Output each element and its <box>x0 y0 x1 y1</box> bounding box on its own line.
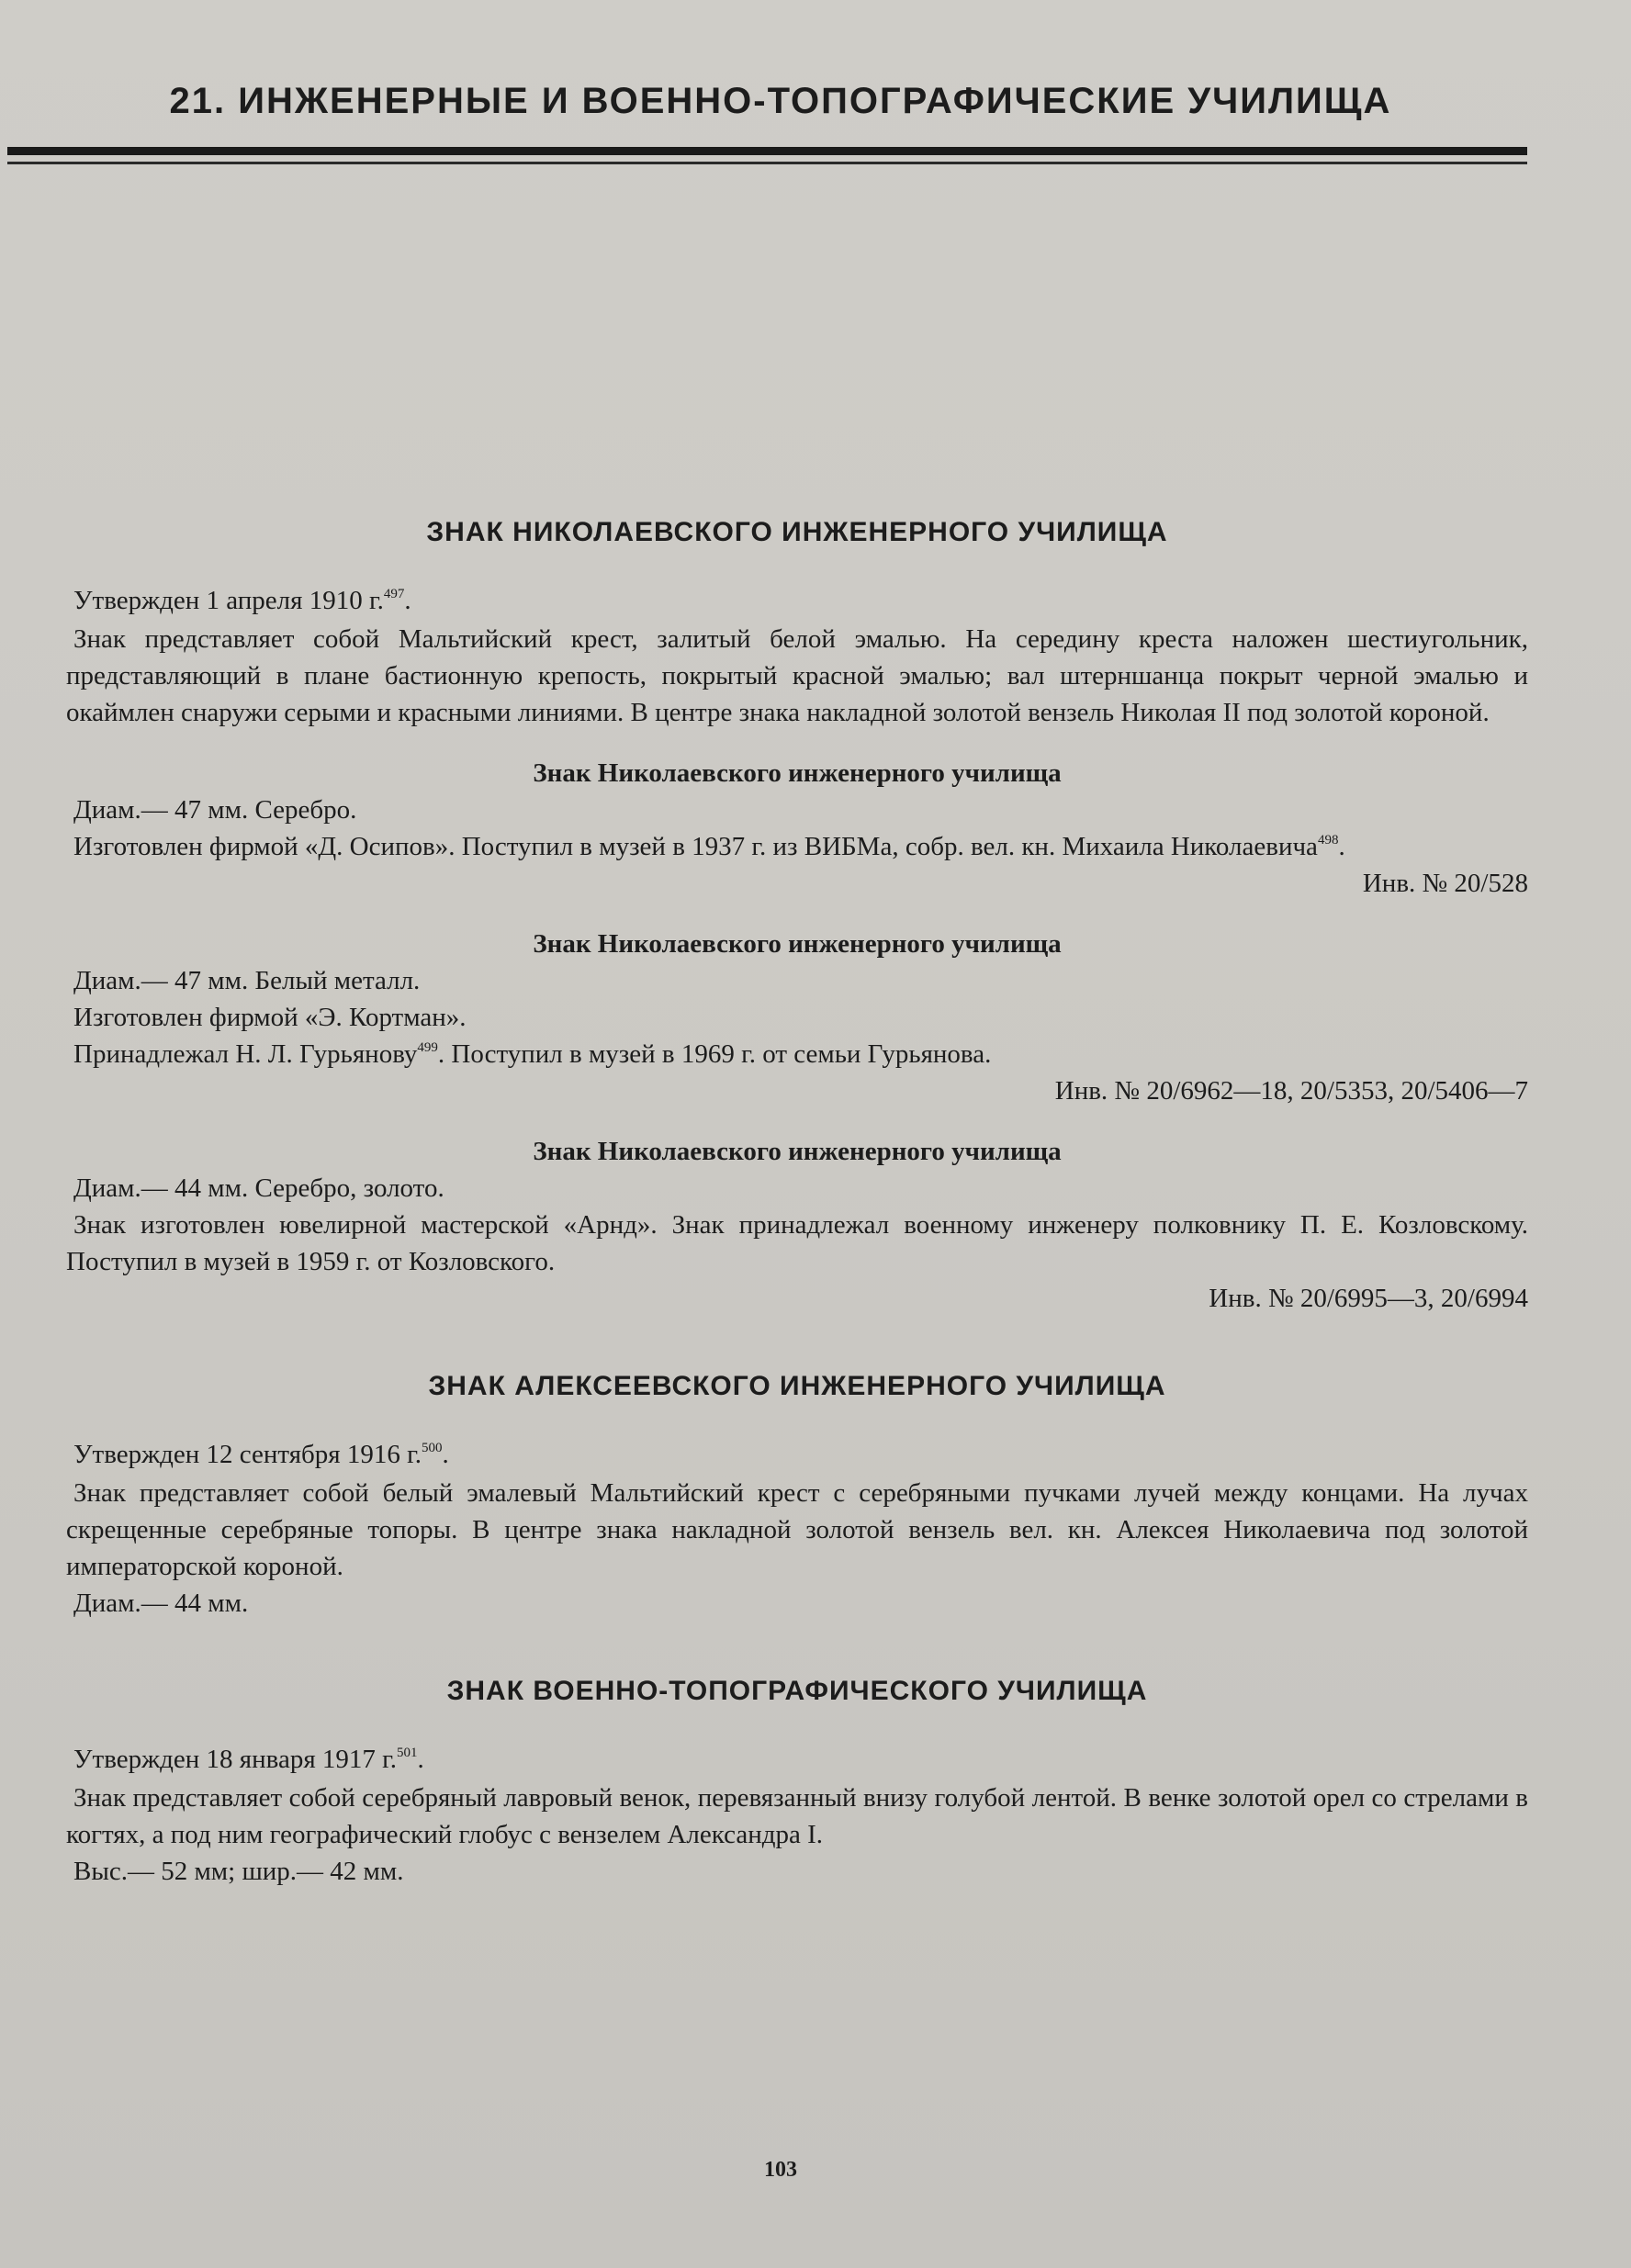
approval-line: Утвержден 18 января 1917 г.$^{501}$. <box>73 1745 424 1774</box>
entry-provenance: Знак изготовлен ювелирной мастерской «Арнд». Знак принадлежал военному инженеру полковнику П. Е. Козловскому. Поступил в музей в 1959 г. от Козловского. <box>66 1210 1528 1276</box>
entry-diameter: Диам.— 47 мм. Серебро. <box>73 795 357 825</box>
section-alekseev <box>66 1368 1528 1622</box>
badge-description: Знак представляет собой Мальтийский крест, залитый белой эмалью. На середину креста наложен шестиугольник, представляющий в плане бастионную крепость, покрытый красной эмалью; вал штерншанца покрыт черной эмалью и окаймлен снаружи серыми и красными линиями. В центре знака накладной золотой вензель Николая II под золотой короной. <box>66 624 1528 727</box>
footnote-ref: 498 <box>1317 833 1339 848</box>
entry-diameter: Диам.— 47 мм. Белый металл. <box>73 966 421 995</box>
chapter-header: 21. ИНЖЕНЕРНЫЕ И ВОЕННО-ТОПОГРАФИЧЕСКИЕ УЧИЛИЩА <box>169 81 1392 121</box>
header-rule-thin <box>7 162 1527 164</box>
badge-description: Знак представляет собой белый эмалевый Мальтийский крест с серебряными пучками лучей между концами. На лучах скрещенные серебряные топоры. В центре знака накладной золотой вензель вел. кн. Алексея Николаевича под золотой императорской короной. <box>66 1478 1528 1581</box>
approval-line: Утвержден 1 апреля 1910 г.$^{497}$. <box>73 586 411 615</box>
inventory-number: Инв. № 20/6995—3, 20/6994 <box>1209 1284 1528 1313</box>
entry-diameter: Диам.— 44 мм. Серебро, золото. <box>73 1173 444 1203</box>
entry-name: Знак Николаевского инженерного училища <box>533 929 1062 959</box>
entry-owner: Принадлежал Н. Л. Гурьянову$^{499}$. Поступил в музей в 1969 г. от семьи Гурьянова. <box>73 1039 992 1069</box>
entry-name: Знак Николаевского инженерного училища <box>533 1137 1062 1166</box>
page-content <box>66 514 1528 1890</box>
footnote-ref: 499 <box>417 1040 438 1055</box>
approval-line: Утвержден 12 сентября 1916 г.$^{500}$. <box>73 1440 449 1469</box>
badge-entry <box>66 1133 1528 1317</box>
footnote-ref: 497 <box>383 587 405 601</box>
header-rule-thick <box>7 147 1527 155</box>
badge-size: Диам.— 44 мм. <box>73 1589 249 1618</box>
entry-maker: Изготовлен фирмой «Э. Кортман». <box>73 1003 467 1032</box>
badge-entry <box>66 755 1528 902</box>
inventory-number: Инв. № 20/528 <box>1362 869 1528 898</box>
section-topographic <box>66 1673 1528 1890</box>
entry-name: Знак Николаевского инженерного училища <box>533 758 1062 788</box>
badge-entry <box>66 926 1528 1109</box>
footnote-ref: 501 <box>397 1746 418 1760</box>
badge-size: Выс.— 52 мм; шир.— 42 мм. <box>73 1857 404 1886</box>
entry-provenance: Изготовлен фирмой «Д. Осипов». Поступил в музей в 1937 г. из ВИБМа, собр. вел. кн. Михаила Николаевича$^{498}$. <box>73 832 1345 861</box>
section-nikolaev <box>66 514 1528 1317</box>
section-title: ЗНАК ВОЕННО-ТОПОГРАФИЧЕСКОГО УЧИЛИЩА <box>446 1676 1148 1706</box>
footnote-ref: 500 <box>422 1441 443 1455</box>
section-title: ЗНАК НИКОЛАЕВСКОГО ИНЖЕНЕРНОГО УЧИЛИЩА <box>426 517 1168 547</box>
page-number: 103 <box>764 2158 797 2182</box>
inventory-number: Инв. № 20/6962—18, 20/5353, 20/5406—7 <box>1054 1076 1528 1106</box>
badge-description: Знак представляет собой серебряный лавровый венок, перевязанный внизу голубой лентой. В венке золотой орел со стрелами в когтях, а под ним географический глобус с вензелем Александра I. <box>66 1783 1528 1849</box>
section-title: ЗНАК АЛЕКСЕЕВСКОГО ИНЖЕНЕРНОГО УЧИЛИЩА <box>428 1371 1166 1401</box>
